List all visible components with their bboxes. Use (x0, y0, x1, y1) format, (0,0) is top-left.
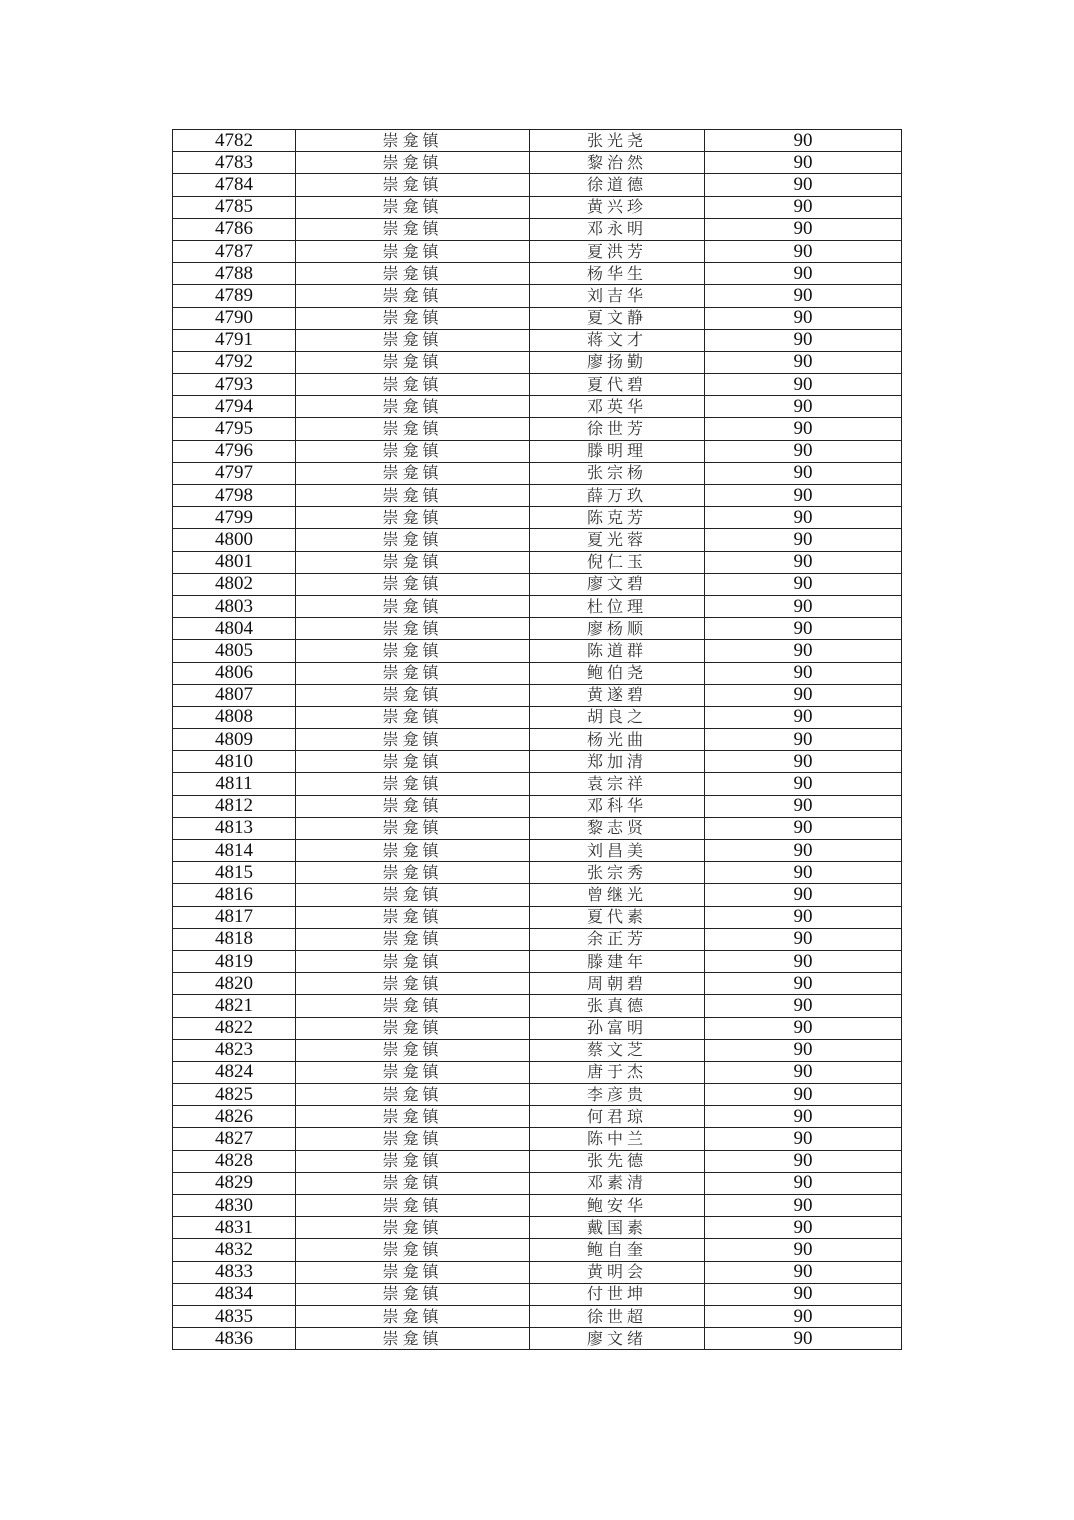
table-row (173, 840, 902, 862)
name-cell: 曾继光 (530, 884, 705, 906)
row-id-cell: 4815 (173, 862, 296, 884)
score-cell: 90 (705, 573, 902, 595)
score-cell: 90 (705, 174, 902, 196)
table-row (173, 1172, 902, 1194)
town-cell: 崇龛镇 (296, 662, 530, 684)
name-cell: 夏文静 (530, 307, 705, 329)
score-cell: 90 (705, 218, 902, 240)
name-cell: 蔡文芝 (530, 1039, 705, 1061)
score-cell: 90 (705, 1106, 902, 1128)
town-cell: 崇龛镇 (296, 240, 530, 262)
town-cell: 崇龛镇 (296, 640, 530, 662)
table-row (173, 773, 902, 795)
row-id-cell: 4836 (173, 1328, 296, 1350)
score-cell: 90 (705, 906, 902, 928)
table-row (173, 751, 902, 773)
name-cell: 夏光蓉 (530, 529, 705, 551)
row-id-cell: 4804 (173, 618, 296, 640)
name-cell: 邓素清 (530, 1172, 705, 1194)
score-cell: 90 (705, 1195, 902, 1217)
score-cell: 90 (705, 485, 902, 507)
town-cell: 崇龛镇 (296, 618, 530, 640)
table-row (173, 729, 902, 751)
table-row (173, 1128, 902, 1150)
row-id-cell: 4788 (173, 263, 296, 285)
table-row (173, 928, 902, 950)
score-cell: 90 (705, 263, 902, 285)
score-cell: 90 (705, 351, 902, 373)
table-row (173, 1017, 902, 1039)
row-id-cell: 4825 (173, 1084, 296, 1106)
town-cell: 崇龛镇 (296, 773, 530, 795)
name-cell: 何君琼 (530, 1106, 705, 1128)
row-id-cell: 4800 (173, 529, 296, 551)
table-row (173, 706, 902, 728)
town-cell: 崇龛镇 (296, 263, 530, 285)
town-cell: 崇龛镇 (296, 1017, 530, 1039)
town-cell: 崇龛镇 (296, 551, 530, 573)
row-id-cell: 4808 (173, 706, 296, 728)
row-id-cell: 4827 (173, 1128, 296, 1150)
town-cell: 崇龛镇 (296, 862, 530, 884)
row-id-cell: 4821 (173, 995, 296, 1017)
table-row (173, 684, 902, 706)
name-cell: 夏代碧 (530, 374, 705, 396)
name-cell: 杨光曲 (530, 729, 705, 751)
row-id-cell: 4820 (173, 973, 296, 995)
score-cell: 90 (705, 1039, 902, 1061)
name-cell: 唐于杰 (530, 1061, 705, 1083)
row-id-cell: 4797 (173, 462, 296, 484)
row-id-cell: 4826 (173, 1106, 296, 1128)
town-cell: 崇龛镇 (296, 817, 530, 839)
name-cell: 滕建年 (530, 950, 705, 972)
name-cell: 李彦贵 (530, 1084, 705, 1106)
name-cell: 夏代素 (530, 906, 705, 928)
row-id-cell: 4833 (173, 1261, 296, 1283)
name-cell: 邓永明 (530, 218, 705, 240)
score-cell: 90 (705, 1328, 902, 1350)
score-cell: 90 (705, 1239, 902, 1261)
score-cell: 90 (705, 973, 902, 995)
table-row (173, 1261, 902, 1283)
town-cell: 崇龛镇 (296, 440, 530, 462)
table-row (173, 218, 902, 240)
table-row (173, 529, 902, 551)
town-cell: 崇龛镇 (296, 1172, 530, 1194)
row-id-cell: 4785 (173, 196, 296, 218)
town-cell: 崇龛镇 (296, 840, 530, 862)
score-cell: 90 (705, 862, 902, 884)
row-id-cell: 4823 (173, 1039, 296, 1061)
table-row (173, 595, 902, 617)
table-row (173, 1084, 902, 1106)
name-cell: 倪仁玉 (530, 551, 705, 573)
row-id-cell: 4791 (173, 329, 296, 351)
table-row (173, 307, 902, 329)
row-id-cell: 4816 (173, 884, 296, 906)
town-cell: 崇龛镇 (296, 351, 530, 373)
name-cell: 徐道德 (530, 174, 705, 196)
town-cell: 崇龛镇 (296, 995, 530, 1017)
name-cell: 陈道群 (530, 640, 705, 662)
score-cell: 90 (705, 196, 902, 218)
score-cell: 90 (705, 884, 902, 906)
score-cell: 90 (705, 706, 902, 728)
row-id-cell: 4822 (173, 1017, 296, 1039)
town-cell: 崇龛镇 (296, 218, 530, 240)
name-cell: 黄明会 (530, 1261, 705, 1283)
score-cell: 90 (705, 1261, 902, 1283)
name-cell: 邓科华 (530, 795, 705, 817)
table-row (173, 418, 902, 440)
score-cell: 90 (705, 285, 902, 307)
row-id-cell: 4813 (173, 817, 296, 839)
table-row (173, 817, 902, 839)
row-id-cell: 4817 (173, 906, 296, 928)
name-cell: 刘昌美 (530, 840, 705, 862)
name-cell: 黄遂碧 (530, 684, 705, 706)
score-cell: 90 (705, 418, 902, 440)
name-cell: 廖文绪 (530, 1328, 705, 1350)
score-cell: 90 (705, 307, 902, 329)
row-id-cell: 4794 (173, 396, 296, 418)
town-cell: 崇龛镇 (296, 1128, 530, 1150)
row-id-cell: 4834 (173, 1283, 296, 1305)
name-cell: 张先德 (530, 1150, 705, 1172)
table-row (173, 1283, 902, 1305)
row-id-cell: 4796 (173, 440, 296, 462)
town-cell: 崇龛镇 (296, 1239, 530, 1261)
table-row (173, 1195, 902, 1217)
name-cell: 杜位理 (530, 595, 705, 617)
table-row (173, 573, 902, 595)
score-cell: 90 (705, 928, 902, 950)
table-row (173, 662, 902, 684)
town-cell: 崇龛镇 (296, 174, 530, 196)
name-cell: 鲍伯尧 (530, 662, 705, 684)
table-row (173, 973, 902, 995)
town-cell: 崇龛镇 (296, 684, 530, 706)
town-cell: 崇龛镇 (296, 396, 530, 418)
row-id-cell: 4782 (173, 130, 296, 152)
score-cell: 90 (705, 1017, 902, 1039)
table-row (173, 950, 902, 972)
name-cell: 廖文碧 (530, 573, 705, 595)
town-cell: 崇龛镇 (296, 418, 530, 440)
name-cell: 滕明理 (530, 440, 705, 462)
table-row (173, 862, 902, 884)
name-cell: 陈中兰 (530, 1128, 705, 1150)
town-cell: 崇龛镇 (296, 928, 530, 950)
name-cell: 夏洪芳 (530, 240, 705, 262)
table-row (173, 1305, 902, 1327)
row-id-cell: 4789 (173, 285, 296, 307)
town-cell: 崇龛镇 (296, 1106, 530, 1128)
name-cell: 周朝碧 (530, 973, 705, 995)
town-cell: 崇龛镇 (296, 1061, 530, 1083)
score-cell: 90 (705, 152, 902, 174)
table-row (173, 640, 902, 662)
score-cell: 90 (705, 396, 902, 418)
row-id-cell: 4828 (173, 1150, 296, 1172)
town-cell: 崇龛镇 (296, 374, 530, 396)
table-row (173, 130, 902, 152)
name-cell: 张宗杨 (530, 462, 705, 484)
town-cell: 崇龛镇 (296, 1328, 530, 1350)
town-cell: 崇龛镇 (296, 130, 530, 152)
town-cell: 崇龛镇 (296, 152, 530, 174)
town-cell: 崇龛镇 (296, 196, 530, 218)
table-row (173, 1150, 902, 1172)
table-row (173, 485, 902, 507)
score-cell: 90 (705, 1172, 902, 1194)
table-row (173, 1061, 902, 1083)
roster-table (172, 129, 902, 1350)
row-id-cell: 4783 (173, 152, 296, 174)
name-cell: 孙富明 (530, 1017, 705, 1039)
name-cell: 鲍安华 (530, 1195, 705, 1217)
town-cell: 崇龛镇 (296, 1195, 530, 1217)
name-cell: 胡良之 (530, 706, 705, 728)
table-row (173, 1106, 902, 1128)
name-cell: 张宗秀 (530, 862, 705, 884)
town-cell: 崇龛镇 (296, 485, 530, 507)
row-id-cell: 4824 (173, 1061, 296, 1083)
name-cell: 鲍自奎 (530, 1239, 705, 1261)
score-cell: 90 (705, 529, 902, 551)
table-row (173, 174, 902, 196)
row-id-cell: 4787 (173, 240, 296, 262)
score-cell: 90 (705, 773, 902, 795)
score-cell: 90 (705, 440, 902, 462)
name-cell: 张光尧 (530, 130, 705, 152)
table-row (173, 1217, 902, 1239)
table-row (173, 329, 902, 351)
score-cell: 90 (705, 817, 902, 839)
name-cell: 付世坤 (530, 1283, 705, 1305)
row-id-cell: 4829 (173, 1172, 296, 1194)
table-row (173, 374, 902, 396)
name-cell: 邓英华 (530, 396, 705, 418)
town-cell: 崇龛镇 (296, 706, 530, 728)
row-id-cell: 4801 (173, 551, 296, 573)
table-row (173, 196, 902, 218)
town-cell: 崇龛镇 (296, 973, 530, 995)
table-row (173, 462, 902, 484)
table-row (173, 618, 902, 640)
name-cell: 薛万玖 (530, 485, 705, 507)
name-cell: 杨华生 (530, 263, 705, 285)
score-cell: 90 (705, 950, 902, 972)
name-cell: 陈克芳 (530, 507, 705, 529)
name-cell: 袁宗祥 (530, 773, 705, 795)
town-cell: 崇龛镇 (296, 1305, 530, 1327)
name-cell: 余正芳 (530, 928, 705, 950)
row-id-cell: 4799 (173, 507, 296, 529)
table-row (173, 1328, 902, 1350)
table-row (173, 351, 902, 373)
table-row (173, 795, 902, 817)
row-id-cell: 4795 (173, 418, 296, 440)
table-row (173, 285, 902, 307)
row-id-cell: 4811 (173, 773, 296, 795)
town-cell: 崇龛镇 (296, 1261, 530, 1283)
score-cell: 90 (705, 240, 902, 262)
row-id-cell: 4793 (173, 374, 296, 396)
town-cell: 崇龛镇 (296, 1217, 530, 1239)
score-cell: 90 (705, 751, 902, 773)
town-cell: 崇龛镇 (296, 1150, 530, 1172)
score-cell: 90 (705, 1305, 902, 1327)
name-cell: 廖扬勤 (530, 351, 705, 373)
row-id-cell: 4812 (173, 795, 296, 817)
table-row (173, 396, 902, 418)
score-cell: 90 (705, 595, 902, 617)
row-id-cell: 4814 (173, 840, 296, 862)
table-row (173, 906, 902, 928)
table-row (173, 240, 902, 262)
town-cell: 崇龛镇 (296, 285, 530, 307)
town-cell: 崇龛镇 (296, 1084, 530, 1106)
row-id-cell: 4805 (173, 640, 296, 662)
row-id-cell: 4818 (173, 928, 296, 950)
score-cell: 90 (705, 1150, 902, 1172)
row-id-cell: 4830 (173, 1195, 296, 1217)
table-row (173, 152, 902, 174)
row-id-cell: 4807 (173, 684, 296, 706)
score-cell: 90 (705, 374, 902, 396)
score-cell: 90 (705, 995, 902, 1017)
table-row (173, 507, 902, 529)
table-row (173, 995, 902, 1017)
name-cell: 蒋文才 (530, 329, 705, 351)
town-cell: 崇龛镇 (296, 329, 530, 351)
row-id-cell: 4792 (173, 351, 296, 373)
table-row (173, 551, 902, 573)
row-id-cell: 4803 (173, 595, 296, 617)
town-cell: 崇龛镇 (296, 1283, 530, 1305)
score-cell: 90 (705, 507, 902, 529)
score-cell: 90 (705, 1061, 902, 1083)
town-cell: 崇龛镇 (296, 950, 530, 972)
row-id-cell: 4798 (173, 485, 296, 507)
name-cell: 郑加清 (530, 751, 705, 773)
name-cell: 黎志贤 (530, 817, 705, 839)
town-cell: 崇龛镇 (296, 884, 530, 906)
row-id-cell: 4784 (173, 174, 296, 196)
town-cell: 崇龛镇 (296, 507, 530, 529)
table-row (173, 263, 902, 285)
score-cell: 90 (705, 618, 902, 640)
row-id-cell: 4790 (173, 307, 296, 329)
score-cell: 90 (705, 662, 902, 684)
name-cell: 张真德 (530, 995, 705, 1017)
town-cell: 崇龛镇 (296, 462, 530, 484)
name-cell: 徐世芳 (530, 418, 705, 440)
town-cell: 崇龛镇 (296, 906, 530, 928)
score-cell: 90 (705, 1217, 902, 1239)
table-row (173, 440, 902, 462)
name-cell: 戴国素 (530, 1217, 705, 1239)
row-id-cell: 4806 (173, 662, 296, 684)
score-cell: 90 (705, 130, 902, 152)
row-id-cell: 4831 (173, 1217, 296, 1239)
score-cell: 90 (705, 840, 902, 862)
score-cell: 90 (705, 684, 902, 706)
name-cell: 刘吉华 (530, 285, 705, 307)
row-id-cell: 4786 (173, 218, 296, 240)
row-id-cell: 4819 (173, 950, 296, 972)
town-cell: 崇龛镇 (296, 573, 530, 595)
name-cell: 徐世超 (530, 1305, 705, 1327)
name-cell: 廖杨顺 (530, 618, 705, 640)
name-cell: 黎治然 (530, 152, 705, 174)
table-row (173, 1039, 902, 1061)
row-id-cell: 4832 (173, 1239, 296, 1261)
town-cell: 崇龛镇 (296, 795, 530, 817)
name-cell: 黄兴珍 (530, 196, 705, 218)
score-cell: 90 (705, 795, 902, 817)
score-cell: 90 (705, 1283, 902, 1305)
score-cell: 90 (705, 329, 902, 351)
score-cell: 90 (705, 640, 902, 662)
score-cell: 90 (705, 551, 902, 573)
row-id-cell: 4810 (173, 751, 296, 773)
score-cell: 90 (705, 1128, 902, 1150)
town-cell: 崇龛镇 (296, 751, 530, 773)
town-cell: 崇龛镇 (296, 729, 530, 751)
row-id-cell: 4802 (173, 573, 296, 595)
score-cell: 90 (705, 729, 902, 751)
row-id-cell: 4809 (173, 729, 296, 751)
town-cell: 崇龛镇 (296, 307, 530, 329)
score-cell: 90 (705, 462, 902, 484)
roster-table-body (173, 130, 902, 1350)
row-id-cell: 4835 (173, 1305, 296, 1327)
town-cell: 崇龛镇 (296, 595, 530, 617)
table-row (173, 884, 902, 906)
score-cell: 90 (705, 1084, 902, 1106)
town-cell: 崇龛镇 (296, 1039, 530, 1061)
table-row (173, 1239, 902, 1261)
town-cell: 崇龛镇 (296, 529, 530, 551)
